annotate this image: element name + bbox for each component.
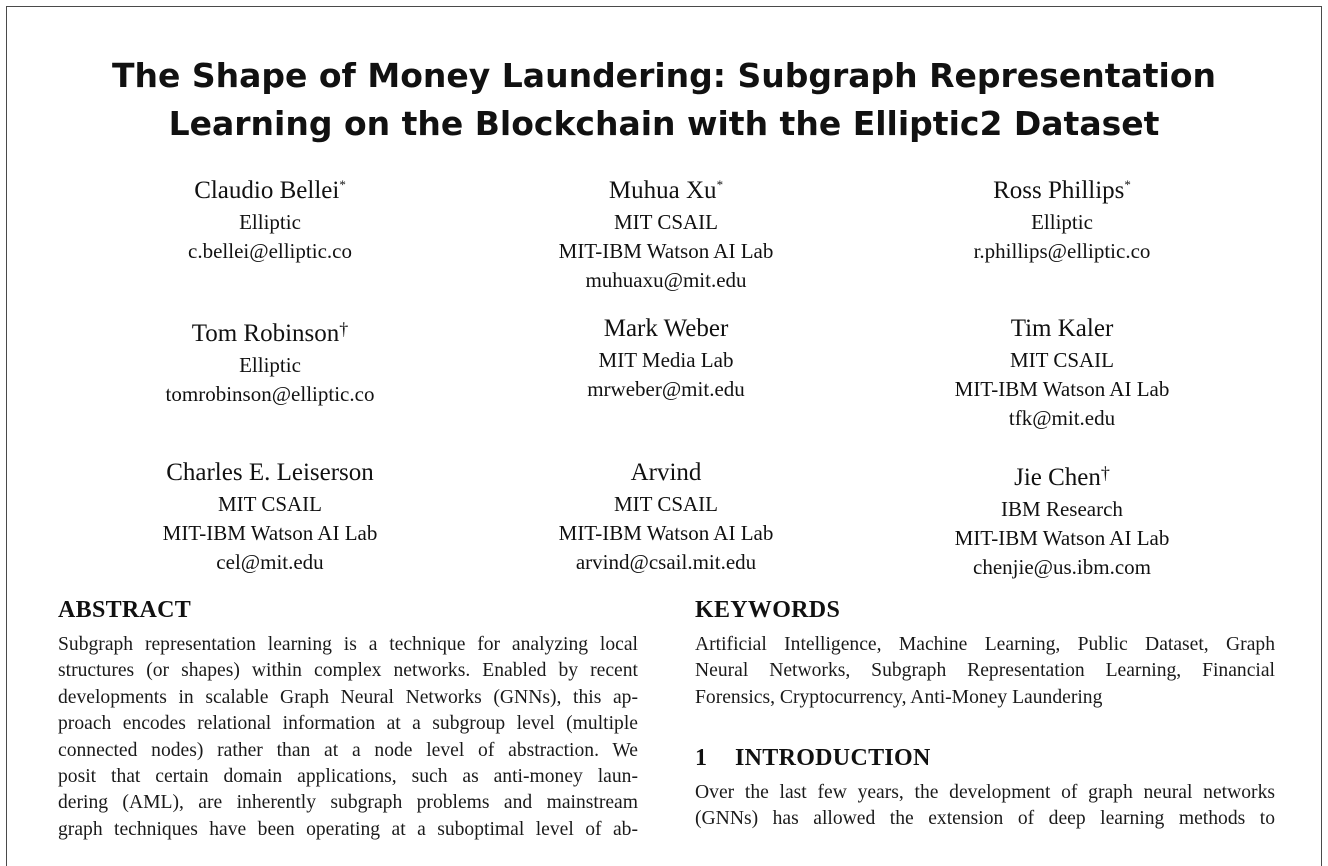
author-affiliation: MIT CSAIL [1009,348,1115,372]
author-email[interactable]: c.bellei@elliptic.co [188,239,352,263]
author-mark: * [339,177,346,192]
author-email[interactable]: cel@mit.edu [216,550,324,574]
author-email[interactable]: tomrobinson@elliptic.co [165,382,375,406]
author-affiliation: MIT-IBM Watson AI Lab [954,526,1170,550]
section-title: INTRODUCTION [735,745,931,771]
paper-title [0,52,1328,148]
author-name: Jie Chen [1014,464,1101,491]
author-name: Tom Robinson [191,320,340,347]
author-email[interactable]: muhuaxu@mit.edu [585,268,747,292]
abstract-line: structures (or shapes) within complex networks. Enabled by recent [58,660,638,682]
keywords-line: Neural Networks, Subgraph Representation Learning, Financial [695,660,1275,682]
author-card [852,168,1272,266]
introduction-line: (GNNs) has allowed the extension of deep learning methods to [695,808,1275,830]
author-email[interactable]: arvind@csail.mit.edu [575,550,757,574]
author-card [60,312,480,409]
introduction-line: Over the last few years, the development of graph neural networks [695,782,1275,803]
keywords-text [695,632,1275,711]
author-affiliation: MIT Media Lab [598,348,734,372]
author-email[interactable]: r.phillips@elliptic.co [973,239,1151,263]
author-mark: * [1124,177,1131,192]
author-affiliation: MIT-IBM Watson AI Lab [162,521,378,545]
author-mark: † [1100,463,1110,483]
title-line-1: The Shape of Money Laundering: Subgraph Representation [111,56,1216,95]
abstract-line: proach encodes relational information at a subgroup level (multiple [58,713,638,735]
author-affiliation: MIT-IBM Watson AI Lab [954,377,1170,401]
abstract-text [58,632,638,843]
author-name: Ross Phillips [993,177,1125,204]
author-card [60,456,480,577]
title-line-2: Learning on the Blockchain with the Elliptic2 Dataset [168,104,1160,143]
author-card [456,456,876,577]
abstract-line: Subgraph representation learning is a technique for analyzing local [58,634,638,655]
author-affiliation: Elliptic [239,353,301,377]
author-card [852,456,1272,582]
abstract-heading: ABSTRACT [58,597,192,623]
author-name: Muhua Xu [608,177,717,204]
abstract-line: dering (AML), are inherently subgraph problems and mainstream [58,792,638,814]
author-email[interactable]: chenjie@us.ibm.com [973,555,1151,579]
abstract-line: developments in scalable Graph Neural Networks (GNNs), this ap- [58,686,638,708]
author-affiliation: IBM Research [1001,497,1123,521]
author-name: Charles E. Leiserson [166,459,374,486]
keywords-heading: KEYWORDS [695,597,841,623]
author-email[interactable]: tfk@mit.edu [1008,406,1116,430]
abstract-line: posit that certain domain applications, such as anti-money laun- [58,766,638,788]
introduction-text [695,780,1275,833]
abstract-line: connected nodes) rather than at a node level of abstraction. We [58,739,638,761]
author-affiliation: MIT CSAIL [217,492,323,516]
author-affiliation: MIT-IBM Watson AI Lab [558,239,774,263]
author-email[interactable]: mrweber@mit.edu [587,377,745,401]
keywords-line: Forensics, Cryptocurrency, Anti-Money Laundering [695,686,1103,708]
author-name: Mark Weber [603,315,729,342]
author-card [852,312,1272,433]
author-affiliation: Elliptic [239,210,301,234]
author-name: Claudio Bellei [194,177,340,204]
author-name: Tim Kaler [1010,315,1114,342]
author-card [456,312,876,404]
author-card [60,168,480,266]
author-affiliation: Elliptic [1031,210,1093,234]
author-affiliation: MIT CSAIL [613,492,719,516]
author-mark: * [716,177,724,192]
author-affiliation: MIT-IBM Watson AI Lab [558,521,774,545]
abstract-line: graph techniques have been operating at a suboptimal level of ab- [58,818,638,840]
author-name: Arvind [630,459,702,486]
keywords-line: Artificial Intelligence, Machine Learning, Public Dataset, Graph [695,634,1275,655]
section-number: 1 [695,745,708,771]
author-mark: † [339,319,349,339]
author-affiliation: MIT CSAIL [613,210,719,234]
introduction-heading [695,743,931,773]
author-card [456,168,876,295]
